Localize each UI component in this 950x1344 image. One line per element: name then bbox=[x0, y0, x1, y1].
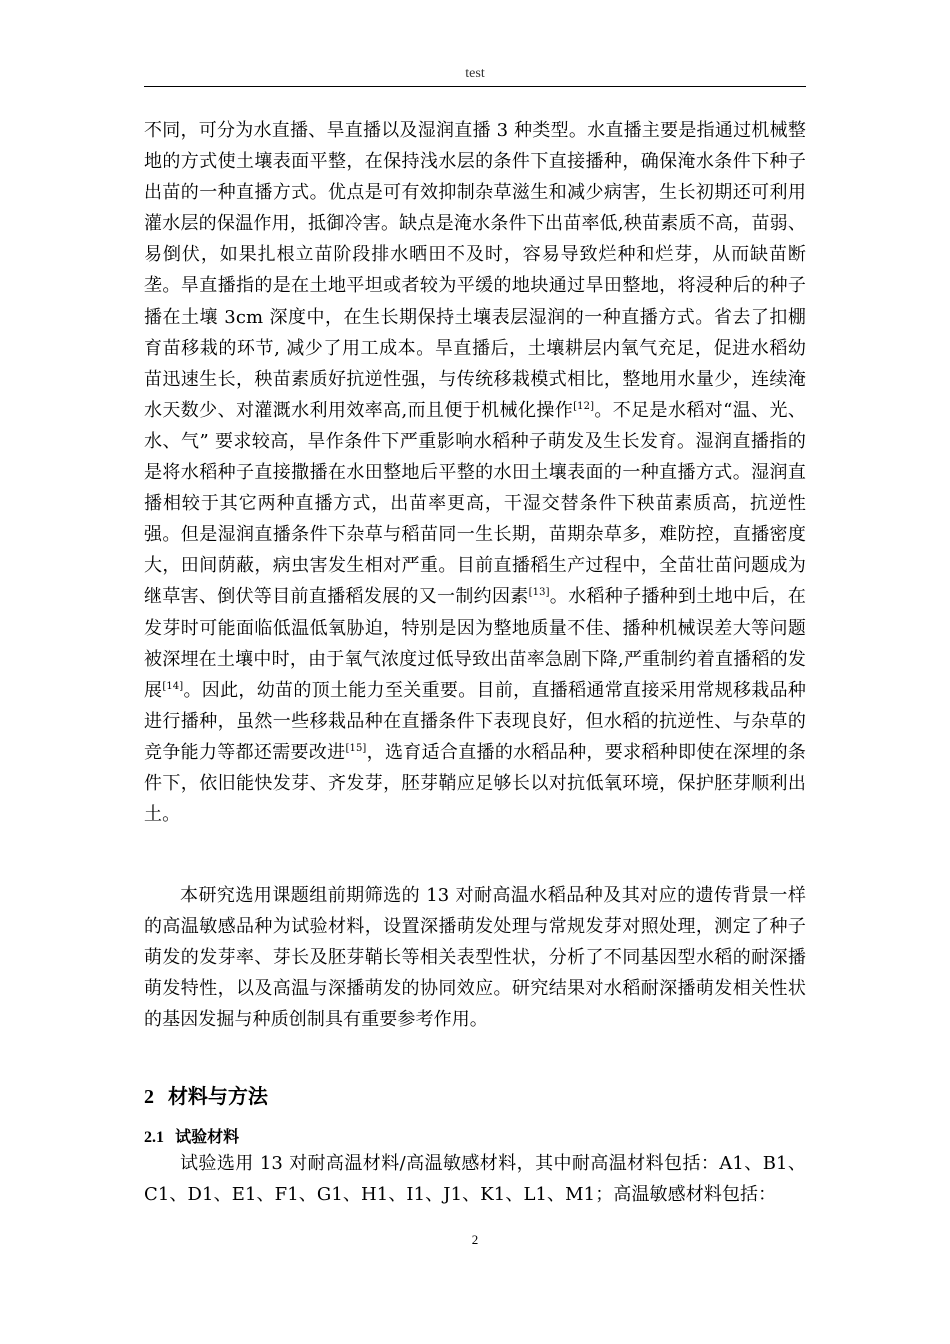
subsection-heading bbox=[144, 1124, 239, 1147]
page-header: test bbox=[465, 66, 485, 81]
paragraph-text: 不同，可分为水直播、旱直播以及湿润直播 3 种类型。水直播主要是指通过机械整地的方式使土壤表面平整，在保持浅水层的条件下直接播种，确保淹水条件下种子出苗的一种直播方式。优点是可有效抑制杂草滋生和减少病害，生长初期还可利用灌水层的保温作用，抵御冷害。缺点是淹水条件下出苗率低,秧苗素质不高，苗弱、易倒伏，如果扎根立苗阶段排水晒田不及时，容易导致烂种和烂芽，从而缺苗断垄。旱直播指的是在土地平坦或者较为平缓的地块通过旱田整地，将浸种后的种子播在土壤 3cm 深度中，在生长期保持土壤表层湿润的一种直播方式。省去了扣棚育苗移栽的环节, 减少了用工成本。旱直播后，土壤耕层内氧气充足，促进水稻幼苗迅速生长，秧苗素质好抗逆性强，与传统移栽模式相比，整地用水量少，连续淹水天数少、对灌溉水利用效率高,而且便于机械化操作 bbox=[144, 120, 806, 421]
section-title: 材料与方法 bbox=[167, 1084, 268, 1108]
section-heading bbox=[144, 1080, 268, 1109]
header-rule bbox=[144, 86, 806, 87]
subsection-title: 试验材料 bbox=[175, 1127, 240, 1146]
citation-14: [14] bbox=[162, 680, 184, 692]
citation-15: [15] bbox=[345, 742, 367, 754]
paragraph-text: ，选育适合直播的水稻品种，要求稻种即使在深埋的条件下，依旧能快发芽、齐发芽，胚芽鞘应足够长以对抗低氧环境，保护胚芽顺利出土。 bbox=[144, 741, 806, 826]
subsection-number: 2.1 bbox=[144, 1129, 164, 1146]
citation-12: [12] bbox=[573, 400, 595, 412]
paragraph-text: 。因此，幼苗的顶土能力至关重要。目前，直播稻通常直接采用常规移栽品种进行播种，虽然一些移栽品种在直播条件下表现良好，但水稻的抗逆性、与杂草的竞争能力等都还需要改进 bbox=[144, 679, 806, 763]
body-paragraph: 试验选用 13 对耐高温材料/高温敏感材料，其中耐高温材料包括：A1、B1、C1、D1、E1、F1、G1、H1、I1、J1、K1、L1、M1；高温敏感材料包括： bbox=[144, 1153, 806, 1206]
citation-13: [13] bbox=[528, 587, 550, 599]
body-paragraph bbox=[144, 115, 806, 830]
body-paragraph: 本研究选用课题组前期筛选的 13 对耐高温水稻品种及其对应的遗传背景一样的高温敏感品种为试验材料，设置深播萌发处理与常规发芽对照处理，测定了种子萌发的发芽率、芽长及胚芽鞘长等相关表型性状，分析了不同基因型水稻的耐深播萌发特性，以及高温与深播萌发的协同效应。研究结果对水稻耐深播萌发相关性状的基因发掘与种质创制具有重要参考作用。 bbox=[144, 885, 806, 1031]
section-number: 2 bbox=[144, 1086, 154, 1108]
paragraph-text: 。水稻种子播种到土地中后，在发芽时可能面临低温低氧胁迫，特别是因为整地质量不佳、播种机械误差大等问题被深埋在土壤中时，由于氧气浓度过低导致出苗率急剧下降,严重制约着直播稻的发展 bbox=[144, 586, 806, 701]
paragraph-text: 。不足是水稻对“温、光、水、气” 要求较高，旱作条件下严重影响水稻种子萌发及生长发育。湿润直播指的是将水稻种子直接撒播在水田整地后平整的水田土壤表面的一种直播方式。湿润直播相较于其它两种直播方式，出苗率更高，干湿交替条件下秧苗素质高，抗逆性强。但是湿润直播条件下杂草与稻苗同一生长期，苗期杂草多，难防控，直播密度大，田间荫蔽，病虫害发生相对严重。目前直播稻生产过程中，全苗壮苗问题成为继草害、倒伏等目前直播稻发展的又一制约因素 bbox=[144, 399, 806, 608]
page-number: 2 bbox=[471, 1232, 479, 1247]
